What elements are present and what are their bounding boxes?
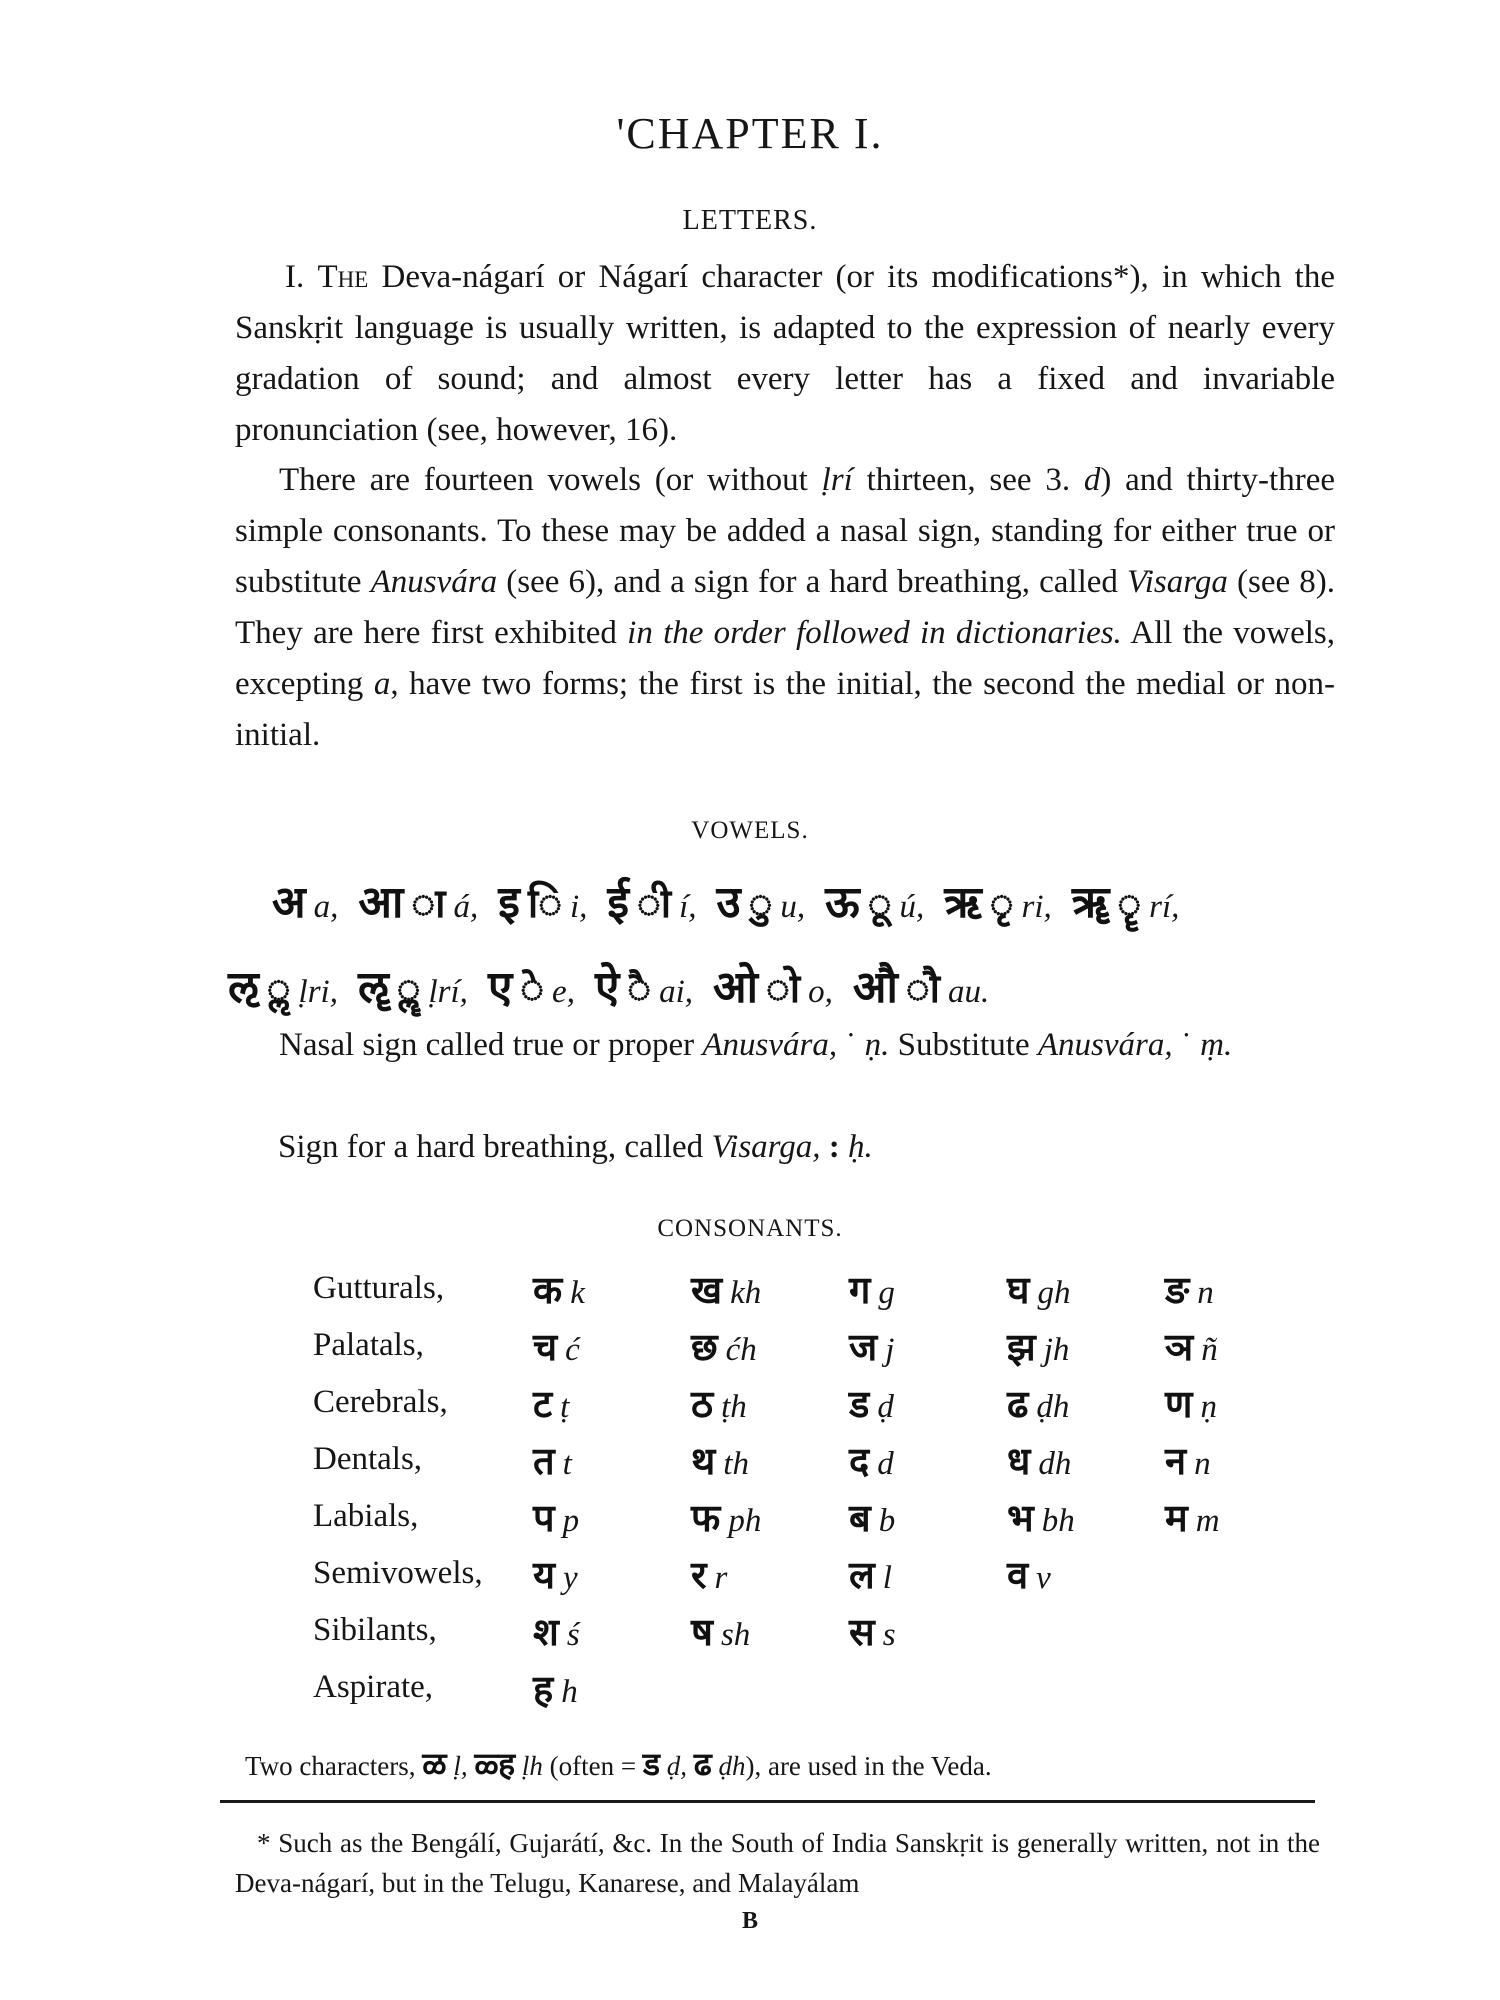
vowel-medial: ◌ा bbox=[411, 881, 446, 927]
vowel-roman: ú, bbox=[899, 889, 925, 925]
consonant-cell bbox=[691, 1431, 849, 1488]
consonant-group-label: Cerebrals, bbox=[313, 1384, 448, 1420]
consonant-glyph: ञ bbox=[1165, 1324, 1194, 1369]
consonant-cell bbox=[1165, 1260, 1323, 1317]
vowel-initial: ॠ bbox=[1071, 877, 1110, 928]
chapter-title: 'CHAPTER I. bbox=[616, 109, 884, 158]
vowel-roman: í, bbox=[679, 889, 697, 925]
consonant-roman: n bbox=[1197, 1274, 1214, 1311]
vowel-roman: u, bbox=[780, 889, 806, 925]
vedic-roman-4: ḍh bbox=[711, 1751, 746, 1781]
vowel-item bbox=[595, 955, 693, 1015]
consonant-glyph: र bbox=[691, 1552, 707, 1597]
consonant-roman: y bbox=[563, 1559, 578, 1596]
consonant-glyph: ध bbox=[1007, 1438, 1031, 1483]
consonant-glyph: ड bbox=[849, 1381, 870, 1426]
vowel-item bbox=[713, 955, 833, 1015]
consonant-cell bbox=[849, 1431, 1007, 1488]
vowel-item bbox=[498, 870, 587, 930]
consonant-roman: ṭ bbox=[560, 1388, 570, 1425]
consonant-roman: th bbox=[723, 1445, 749, 1482]
consonant-roman: j bbox=[885, 1331, 895, 1368]
consonant-cell bbox=[533, 1374, 691, 1431]
vowel-item bbox=[358, 870, 478, 930]
consonant-roman: ḍh bbox=[1036, 1388, 1070, 1425]
vowels-heading: VOWELS. bbox=[691, 817, 809, 844]
nasal-italic-2: Anusvára, bbox=[1037, 1027, 1173, 1063]
vowel-medial: ◌ो bbox=[766, 966, 801, 1012]
consonant-cell bbox=[691, 1260, 849, 1317]
consonant-cell bbox=[849, 1317, 1007, 1374]
consonant-glyph: स bbox=[849, 1609, 875, 1654]
consonant-glyph: य bbox=[533, 1552, 556, 1597]
consonant-cell bbox=[1007, 1488, 1165, 1545]
consonant-row bbox=[313, 1317, 1323, 1374]
vowel-medial: ◌ै bbox=[627, 966, 652, 1012]
vowel-roman: á, bbox=[453, 889, 479, 925]
consonant-glyph: थ bbox=[691, 1438, 716, 1483]
consonant-cell bbox=[849, 1545, 1007, 1602]
consonant-roman: ṇ bbox=[1200, 1388, 1217, 1425]
consonants-table bbox=[313, 1260, 1323, 1716]
vowel-item bbox=[1072, 870, 1180, 930]
nasal-text-1: Nasal sign called true or proper bbox=[279, 1027, 703, 1063]
vowel-medial: ◌ी bbox=[636, 881, 672, 927]
p2-text-2: thirteen, see 3. bbox=[852, 462, 1084, 498]
vowel-initial: ऐ bbox=[594, 962, 620, 1013]
paragraph-2 bbox=[235, 455, 1335, 761]
consonant-glyph: ङ bbox=[1165, 1267, 1190, 1312]
vowel-item bbox=[607, 870, 696, 930]
paragraph-1-text: Deva-nágarí or Nágarí character (or its modifications*), in which the Sanskṛit language is usually written, is adapted to the expression of nearly every gradation of sound; and almost every letter has a fixed and invariable pronunciation (see, however, 16). bbox=[235, 259, 1336, 448]
consonant-glyph: ढ bbox=[1007, 1381, 1029, 1426]
consonant-glyph: फ bbox=[691, 1495, 721, 1540]
consonant-row bbox=[313, 1431, 1323, 1488]
consonant-glyph: व bbox=[1007, 1552, 1029, 1597]
consonant-cell bbox=[533, 1488, 691, 1545]
paragraph-lead: The bbox=[317, 259, 369, 295]
consonant-roman: k bbox=[570, 1274, 585, 1311]
p2-text-3: ) and thirty-three simple consonants. To these may be added a nasal sign, standing for either true or substitute bbox=[235, 462, 1335, 600]
consonant-cell bbox=[1165, 1317, 1323, 1374]
vedic-glyph-2: ळ्ह bbox=[474, 1745, 516, 1783]
vowel-item bbox=[358, 955, 468, 1015]
consonant-cell bbox=[849, 1488, 1007, 1545]
vowel-item bbox=[853, 955, 989, 1015]
vowel-roman: a, bbox=[313, 889, 339, 925]
vowel-initial: उ bbox=[716, 877, 741, 928]
vowel-initial: आ bbox=[358, 877, 404, 928]
paragraph-1 bbox=[235, 252, 1335, 456]
vedic-roman-3: ḍ, bbox=[659, 1751, 694, 1781]
consonant-cell bbox=[1165, 1488, 1323, 1545]
consonant-cell bbox=[533, 1602, 691, 1659]
consonant-roman: h bbox=[561, 1673, 578, 1710]
p2-text-4: (see 6), and a sign for a hard breathing, called bbox=[497, 564, 1128, 600]
p2-italic-3: Anusvára bbox=[370, 564, 498, 600]
consonant-glyph: झ bbox=[1007, 1324, 1036, 1369]
vowel-medial: ◌ॄ bbox=[1117, 881, 1142, 927]
vowel-initial: ऋ bbox=[944, 877, 982, 928]
vowel-roman: rí, bbox=[1149, 889, 1180, 925]
vowel-medial: ◌े bbox=[520, 966, 545, 1012]
vowel-roman: ḷri, bbox=[298, 974, 338, 1010]
vowel-roman: ai, bbox=[659, 974, 693, 1010]
vowel-row-2 bbox=[228, 955, 1308, 1015]
vowel-item bbox=[825, 870, 924, 930]
consonant-cell bbox=[1165, 1374, 1323, 1431]
consonant-glyph: छ bbox=[691, 1324, 718, 1369]
p2-text-5: (see 8). They are here first exhibited bbox=[235, 564, 1335, 651]
consonant-roman: m bbox=[1195, 1502, 1220, 1539]
consonants-heading: CONSONANTS. bbox=[657, 1215, 843, 1242]
vedic-characters-note bbox=[245, 1742, 992, 1785]
vowel-initial: ई bbox=[607, 877, 629, 928]
consonant-glyph: ह bbox=[533, 1666, 554, 1711]
consonant-roman: r bbox=[714, 1559, 728, 1596]
consonant-roman: jh bbox=[1043, 1331, 1070, 1368]
nasal-italic-1: Anusvára, bbox=[702, 1027, 838, 1063]
consonant-group-label: Semivowels, bbox=[313, 1555, 483, 1591]
vedic-roman-1: ḷ, bbox=[446, 1751, 475, 1781]
nasal-paragraph bbox=[235, 1020, 1335, 1071]
consonant-glyph: श bbox=[533, 1609, 559, 1654]
consonant-roman: d bbox=[877, 1445, 894, 1482]
nasal-roman-1: ṇ. bbox=[864, 1027, 890, 1063]
consonant-roman: ṭh bbox=[721, 1388, 747, 1425]
visarga-sign: : bbox=[820, 1129, 849, 1165]
consonant-row bbox=[313, 1488, 1323, 1545]
vedic-text-2: (often = bbox=[542, 1751, 643, 1781]
vedic-glyph-4: ढ bbox=[693, 1745, 712, 1783]
nasal-roman-2: ṃ. bbox=[1200, 1027, 1233, 1063]
vowel-roman: i, bbox=[569, 889, 588, 925]
p2-italic-1: ḷrí bbox=[821, 462, 853, 498]
p2-text-7: , have two forms; the first is the initial, the second the medial or non-initial. bbox=[235, 666, 1335, 753]
consonant-cell bbox=[691, 1602, 849, 1659]
consonant-roman: dh bbox=[1038, 1445, 1072, 1482]
consonant-glyph: ण bbox=[1165, 1381, 1193, 1426]
consonant-cell bbox=[691, 1545, 849, 1602]
consonant-glyph: क bbox=[533, 1267, 563, 1312]
consonant-cell bbox=[1007, 1374, 1165, 1431]
visarga-roman: ḥ. bbox=[848, 1129, 873, 1165]
consonant-cell bbox=[1007, 1317, 1165, 1374]
footnote-rule bbox=[220, 1800, 1315, 1803]
p2-italic-6: a bbox=[373, 666, 391, 702]
consonant-row bbox=[313, 1659, 1323, 1716]
consonant-roman: v bbox=[1036, 1559, 1051, 1596]
vowel-item bbox=[717, 870, 806, 930]
vowel-initial: ॡ bbox=[357, 962, 389, 1013]
vowel-item bbox=[272, 870, 338, 930]
visarga-text: Sign for a hard breathing, called bbox=[278, 1129, 712, 1165]
vowel-item bbox=[944, 870, 1052, 930]
vowel-item bbox=[228, 955, 338, 1015]
consonant-glyph: त bbox=[533, 1438, 555, 1483]
consonant-row bbox=[313, 1602, 1323, 1659]
consonant-cell bbox=[849, 1260, 1007, 1317]
vedic-roman-2: ḷh bbox=[515, 1751, 543, 1781]
consonant-roman: ć bbox=[565, 1331, 580, 1368]
consonant-roman: bh bbox=[1041, 1502, 1075, 1539]
consonant-roman: l bbox=[882, 1559, 892, 1596]
consonant-glyph: ल bbox=[849, 1552, 875, 1597]
consonant-roman: p bbox=[562, 1502, 580, 1539]
consonant-group-label: Gutturals, bbox=[313, 1270, 445, 1306]
vowel-row-1 bbox=[272, 870, 1352, 930]
consonant-glyph: ष bbox=[691, 1609, 713, 1654]
consonant-cell bbox=[533, 1431, 691, 1488]
vowel-initial: ऊ bbox=[825, 877, 860, 928]
consonant-cell bbox=[1007, 1545, 1165, 1602]
nasal-text-2: Substitute bbox=[889, 1027, 1038, 1063]
consonant-cell bbox=[1007, 1260, 1165, 1317]
consonant-row bbox=[313, 1260, 1323, 1317]
page-number: B bbox=[741, 1908, 758, 1934]
consonant-group-label: Sibilants, bbox=[313, 1612, 437, 1648]
consonant-glyph: ब bbox=[849, 1495, 871, 1540]
consonant-glyph: प bbox=[533, 1495, 555, 1540]
consonant-cell bbox=[849, 1602, 1007, 1659]
vowel-medial: ◌ॣ bbox=[396, 966, 421, 1012]
consonant-glyph: म bbox=[1165, 1495, 1188, 1540]
p2-text-6: All the vowels, excepting bbox=[235, 615, 1336, 702]
consonant-glyph: ज bbox=[849, 1324, 878, 1369]
consonant-glyph: न bbox=[1165, 1438, 1187, 1483]
consonant-roman: g bbox=[878, 1274, 895, 1311]
consonant-glyph: भ bbox=[1007, 1495, 1034, 1540]
vowel-medial: ◌ॢ bbox=[266, 966, 291, 1012]
footnote: * Such as the Bengálí, Gujarátí, &c. In the South of India Sanskṛit is generally written, not in the Deva-nágarí, but in the Telugu, Kanarese, and Malayálam bbox=[235, 1828, 1320, 1898]
consonant-roman: ñ bbox=[1201, 1331, 1218, 1368]
vedic-glyph-1: ळ bbox=[422, 1745, 447, 1783]
p2-italic-5: in the order followed in dictionaries. bbox=[627, 615, 1122, 651]
consonant-roman: s bbox=[882, 1616, 896, 1653]
p2-italic-4: Visarga bbox=[1127, 564, 1228, 600]
p2-italic-2: d bbox=[1083, 462, 1101, 498]
consonant-cell bbox=[691, 1488, 849, 1545]
vowel-medial: ◌ि bbox=[527, 881, 562, 927]
visarga-italic: Visarga, bbox=[711, 1129, 821, 1165]
vowel-initial: ए bbox=[487, 962, 513, 1013]
vowel-initial: औ bbox=[852, 962, 898, 1013]
consonant-cell bbox=[533, 1545, 691, 1602]
consonant-group-label: Aspirate, bbox=[313, 1669, 434, 1705]
consonant-cell bbox=[1165, 1431, 1323, 1488]
consonant-glyph: द bbox=[849, 1438, 870, 1483]
consonant-cell bbox=[1007, 1431, 1165, 1488]
consonant-glyph: ग bbox=[849, 1267, 871, 1312]
consonant-cell bbox=[533, 1317, 691, 1374]
consonant-roman: ph bbox=[728, 1502, 762, 1539]
vowel-roman: o, bbox=[808, 974, 833, 1010]
vowel-roman: ḷrí, bbox=[428, 974, 468, 1010]
vowel-initial: ओ bbox=[712, 962, 758, 1013]
consonant-glyph: ख bbox=[691, 1267, 723, 1312]
consonant-cell bbox=[691, 1374, 849, 1431]
vowel-roman: ri, bbox=[1021, 889, 1052, 925]
visarga-paragraph bbox=[278, 1122, 1278, 1173]
consonant-roman: ś bbox=[566, 1616, 580, 1653]
consonant-group-label: Dentals, bbox=[313, 1441, 423, 1477]
consonant-roman: ḍ bbox=[877, 1388, 894, 1425]
consonant-glyph: घ bbox=[1007, 1267, 1030, 1312]
vedic-glyph-3: ड bbox=[642, 1745, 660, 1783]
vowel-medial: ◌ू bbox=[867, 881, 892, 927]
section-title: LETTERS. bbox=[682, 205, 818, 236]
consonant-roman: kh bbox=[730, 1274, 762, 1311]
paragraph-number: I. bbox=[285, 259, 305, 295]
vowel-medial: ◌ृ bbox=[989, 881, 1014, 927]
vowel-item bbox=[488, 955, 575, 1015]
consonant-roman: ćh bbox=[725, 1331, 757, 1368]
consonant-roman: gh bbox=[1037, 1274, 1071, 1311]
consonant-roman: sh bbox=[720, 1616, 751, 1653]
vowel-initial: इ bbox=[498, 877, 520, 928]
vowel-medial: ◌ौ bbox=[905, 966, 941, 1012]
anusvara-sign: ˙ bbox=[837, 1027, 865, 1063]
vowel-initial: अ bbox=[272, 877, 306, 928]
consonant-glyph: ठ bbox=[691, 1381, 714, 1426]
vowel-roman: au. bbox=[948, 974, 990, 1010]
consonant-glyph: ट bbox=[533, 1381, 553, 1426]
consonant-roman: b bbox=[878, 1502, 896, 1539]
vedic-text-3: ), are used in the Veda. bbox=[745, 1751, 992, 1781]
vowel-medial: ◌ु bbox=[748, 881, 773, 927]
p2-text-1: There are fourteen vowels (or without bbox=[279, 462, 822, 498]
vowel-roman: e, bbox=[552, 974, 575, 1010]
vedic-text-1: Two characters, bbox=[245, 1751, 423, 1781]
vowel-initial: ऌ bbox=[228, 962, 259, 1013]
consonant-cell bbox=[533, 1659, 691, 1716]
consonant-group-label: Palatals, bbox=[313, 1327, 424, 1363]
substitute-anusvara-sign: ˙ bbox=[1172, 1027, 1201, 1063]
consonant-row bbox=[313, 1545, 1323, 1602]
consonant-row bbox=[313, 1374, 1323, 1431]
consonant-roman: t bbox=[562, 1445, 572, 1482]
consonant-cell bbox=[691, 1317, 849, 1374]
consonant-cell bbox=[849, 1374, 1007, 1431]
consonant-group-label: Labials, bbox=[313, 1498, 419, 1534]
consonant-glyph: च bbox=[533, 1324, 558, 1369]
consonant-roman: n bbox=[1194, 1445, 1211, 1482]
consonant-cell bbox=[533, 1260, 691, 1317]
